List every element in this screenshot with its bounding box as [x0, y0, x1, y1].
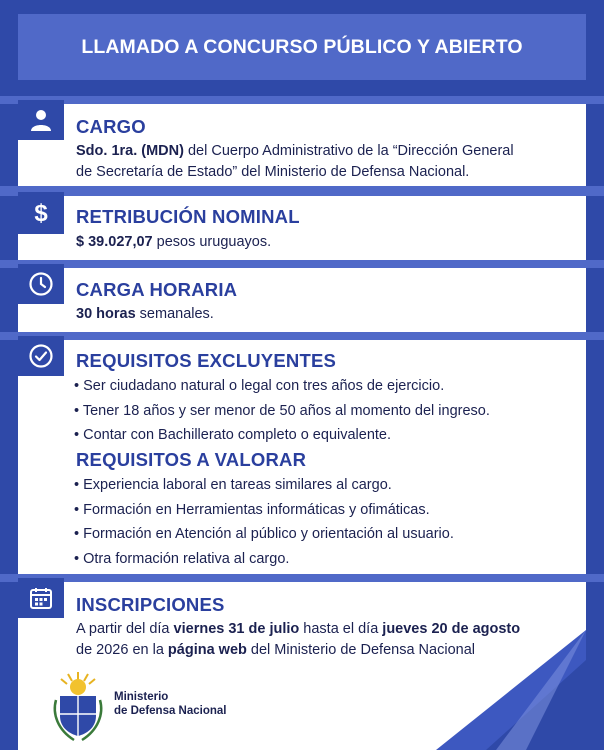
- valorar-title: REQUISITOS A VALORAR: [76, 449, 307, 470]
- inscripciones-title: INSCRIPCIONES: [76, 594, 225, 615]
- cargo-icon-box: [18, 100, 64, 140]
- requisitos-icon-box: [18, 336, 64, 376]
- page-title: LLAMADO A CONCURSO PÚBLICO Y ABIERTO: [81, 35, 523, 58]
- list-item: • Contar con Bachillerato completo o equivalente.: [74, 427, 392, 443]
- list-item: • Otra formación relativa al cargo.: [74, 550, 290, 567]
- separator-band: [0, 332, 604, 340]
- web-link-text: página web: [167, 642, 247, 658]
- left-frame-border: [0, 0, 18, 750]
- header-banner: [18, 14, 586, 80]
- ministry-line1: Ministerio: [114, 691, 169, 703]
- retribucion-icon-box: [18, 192, 64, 234]
- retribucion-currency: pesos uruguayos.: [152, 234, 272, 250]
- user-icon: [29, 108, 53, 132]
- valorar-list: [74, 473, 454, 571]
- retribucion-amount: $ 39.027,07: [76, 234, 153, 250]
- cargo-rank: Sdo. 1ra. (MDN): [76, 143, 184, 159]
- requisitos-list: [74, 374, 490, 448]
- separator-band: [0, 186, 604, 196]
- start-date: viernes 31 de julio: [173, 621, 300, 637]
- list-item: • Ser ciudadano natural o legal con tres años de ejercicio.: [74, 378, 445, 394]
- requisitos-title: REQUISITOS EXCLUYENTES: [76, 350, 337, 371]
- cargo-line1: del Cuerpo Administrativo de la “Dirección General: [183, 143, 514, 159]
- inscripciones-text-part: A partir del día: [76, 621, 174, 637]
- top-band: [0, 0, 604, 14]
- separator-band: [0, 260, 604, 268]
- inscripciones-icon-box: [18, 578, 64, 618]
- inscripciones-text-part: de 2026 en la: [76, 642, 168, 658]
- list-item: • Experiencia laboral en tareas similares al cargo.: [74, 477, 392, 493]
- clock-icon: [28, 271, 54, 297]
- inscripciones-text-part: hasta el día: [299, 621, 383, 637]
- list-item: • Formación en Atención al público y orientación al usuario.: [74, 526, 454, 542]
- retribucion-title: RETRIBUCIÓN NOMINAL: [76, 206, 300, 227]
- carga-unit: semanales.: [135, 306, 214, 322]
- cargo-description: [76, 141, 564, 183]
- list-item: • Formación en Herramientas informáticas y ofimáticas.: [74, 501, 430, 518]
- carga-icon-box: [18, 264, 64, 304]
- carga-hours: 30 horas: [76, 306, 136, 322]
- svg-text:$: $: [34, 200, 48, 227]
- retribucion-value: [76, 232, 564, 253]
- ministry-logo-text: [114, 690, 226, 718]
- calendar-icon: [29, 586, 53, 610]
- dollar-icon: [31, 199, 51, 227]
- right-frame-border: [586, 0, 604, 750]
- check-circle-icon: [28, 343, 54, 369]
- separator-band: [0, 574, 604, 582]
- carga-title: CARGA HORARIA: [76, 279, 238, 300]
- list-item: • Tener 18 años y ser menor de 50 años al momento del ingreso.: [74, 402, 490, 419]
- coat-of-arms-logo: [50, 670, 106, 742]
- cargo-title: CARGO: [76, 116, 146, 137]
- corner-decoration: [396, 630, 586, 750]
- carga-value: [76, 304, 564, 325]
- cargo-line2: de Secretaría de Estado” del Ministerio de Defensa Nacional.: [76, 164, 470, 180]
- inscripciones-text-part: del Ministerio de Defensa Nacional: [246, 642, 475, 658]
- separator-band: [0, 80, 604, 96]
- separator-band: [0, 96, 604, 104]
- ministry-line2: de Defensa Nacional: [114, 705, 227, 717]
- end-date: jueves 20 de agosto: [382, 621, 521, 637]
